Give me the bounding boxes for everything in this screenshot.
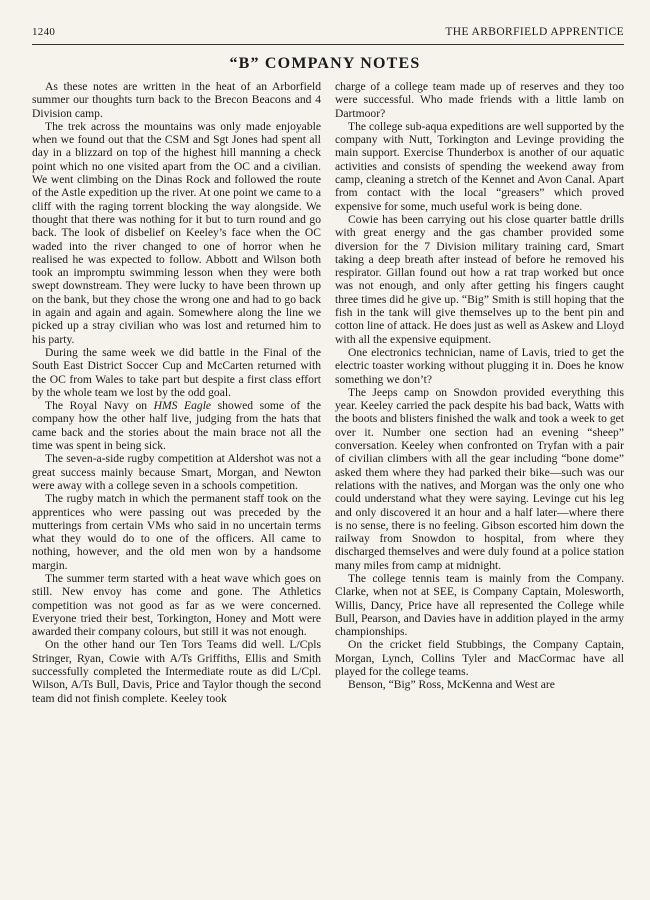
article-title: “B” COMPANY NOTES [229, 55, 421, 72]
paragraph: On the other hand our Ten Tors Teams did well. L/Cpls Stringer, Ryan, Cowie with A/Ts Griffiths, Ellis and Smith successfully completed the Intermediate route as did L/Cpl. Wilson, A/Ts Bull, Davis, Price and Taylor though the second team did not finish complete. Keeley took [32, 638, 321, 705]
paragraph-text: showed some of the company how the other half live, judging from the hats that came back and the stories about the main brace not all the time was spent in being sick. [32, 399, 321, 453]
page-header [32, 26, 624, 44]
left-column [32, 80, 321, 890]
running-head: THE ARBORFIELD APPRENTICE [445, 26, 624, 38]
paragraph: One electronics technician, name of Lavis, tried to get the electric toaster working without plugging it in. Does he know something we don’t? [335, 345, 624, 386]
paragraph: The college tennis team is mainly from the Company. Clarke, when not at SEE, is Company Captain, Molesworth, Willis, Dancy, Price have all represented the College while Bull, Pearson, and Davies have in addition played in the army championships. [335, 571, 624, 639]
page-number: 1240 [32, 26, 56, 38]
paragraph: On the cricket field Stubbings, the Company Captain, Morgan, Lynch, Collins Tyler and MacCormac have all played for the college teams. [335, 638, 624, 679]
right-column [335, 80, 624, 890]
header-rule [32, 44, 624, 45]
paragraph: The college sub-aqua expeditions are well supported by the company with Nutt, Torkington and Levinge providing the main support. Exercise Thunderbox is another of our aquatic activities and consists of spending the weekend away from camp, cleaning a stretch of the Kennet and Avon Canal. Apart from contact with the local “greasers” which proved expensive for some, much useful work is being done. [335, 119, 624, 213]
continued-paragraph: charge of a college team made up of reserves and they too were successful. Who made friends with a little lamb on Dartmoor? [335, 80, 624, 120]
paragraph: Cowie has been carrying out his close quarter battle drills with great energy and the gas chamber provided some diversion for the 7 Division military training card, Smart taking a deep breath after instead of before he removed his respirator. Gillan found out how a rat trap worked but once was not enough, and only after getting his fingers caught three times did he give up. “Big” Smith is still hoping that the fish in the tank will give themselves up to the bent pin and cotton line of attack. He does just as well as Askew and Lloyd with all the expensive equipment. [335, 212, 624, 346]
paragraph: The seven-a-side rugby competition at Aldershot was not a great success mainly because Smart, Morgan, and Newton were away with a college seven in a schools competition. [32, 452, 321, 492]
paragraph: Benson, “Big” Ross, McKenna and West are [348, 678, 555, 692]
paragraph: The rugby match in which the permanent staff took on the apprentices who were passing out was preceded by the mutterings from certain VMs who said in no uncertain terms what they would do to one of the officers. All came to nothing, however, and the old men won by a handsome margin. [32, 492, 321, 572]
paragraph: The trek across the mountains was only made enjoyable when we found out that the CSM and Sgt Jones had spent all day in a blizzard on top of the highest hill manning a check point which no one visited apart from the OC and a civilian. We went climbing on the Dinas Rock and followed the route of the Astle expedition up the river. At one point we came to a cliff with the raging torrent blocking the way alongside. We thought that there was nothing for it but to turn round and go back. The look of disbelief on Keeley’s face when the OC waded into the river changed to one of horror when he realised he was expected to follow. Abbott and Wilson both took an impromptu swimming lesson when they were both swept downstream. They were lucky to have been thrown up on the bank, but they chose the wrong one and had to go back in again and again and again. Somewhere along the line we picked up a stray civilian who was lost and returned him to his party. [32, 119, 321, 346]
paragraph [32, 399, 321, 452]
paragraph: The Jeeps camp on Snowdon provided everything this year. Keeley carried the pack despite his bad back, Watts with the boots and blisters finished the walk and took a week to get over it. Number one section had an evening “sheep” conversation. Keeley when confronted on Tryfan with a pair of civilian climbers with all the gear including “bone dome” asked them where they had parked their bike—such was our relations with the natives, and Morgan was the only one who could understand what they were saying. Levinge cut his leg and only discovered it an hour and a half later—where there is no sense, there is no feeling. Gibson escorted him down the railway from Snowdon to hospital, from where they discharged themselves and were duly found at a police station many miles from camp at midnight. [335, 385, 624, 572]
paragraph: The summer term started with a heat wave which goes on still. New envoy has come and gone. The Athletics competition was not good as far as we were concerned. Everyone tried their best, Torkington, Honey and Mott were awarded their company colours, but still it was not enough. [32, 571, 321, 639]
ship-name: HMS Eagle [153, 399, 212, 413]
article-body [32, 80, 624, 890]
paragraph: During the same week we did battle in the Final of the South East District Soccer Cup and McCarten returned with the OC from Wales to take part but despite a first class effort by the whole team we lost by the odd goal. [32, 345, 321, 399]
paragraph-text: The Royal Navy on [45, 399, 154, 413]
paragraph: As these notes are written in the heat of an Arborfield summer our thoughts turn back to the Brecon Beacons and 4 Division camp. [32, 80, 321, 120]
